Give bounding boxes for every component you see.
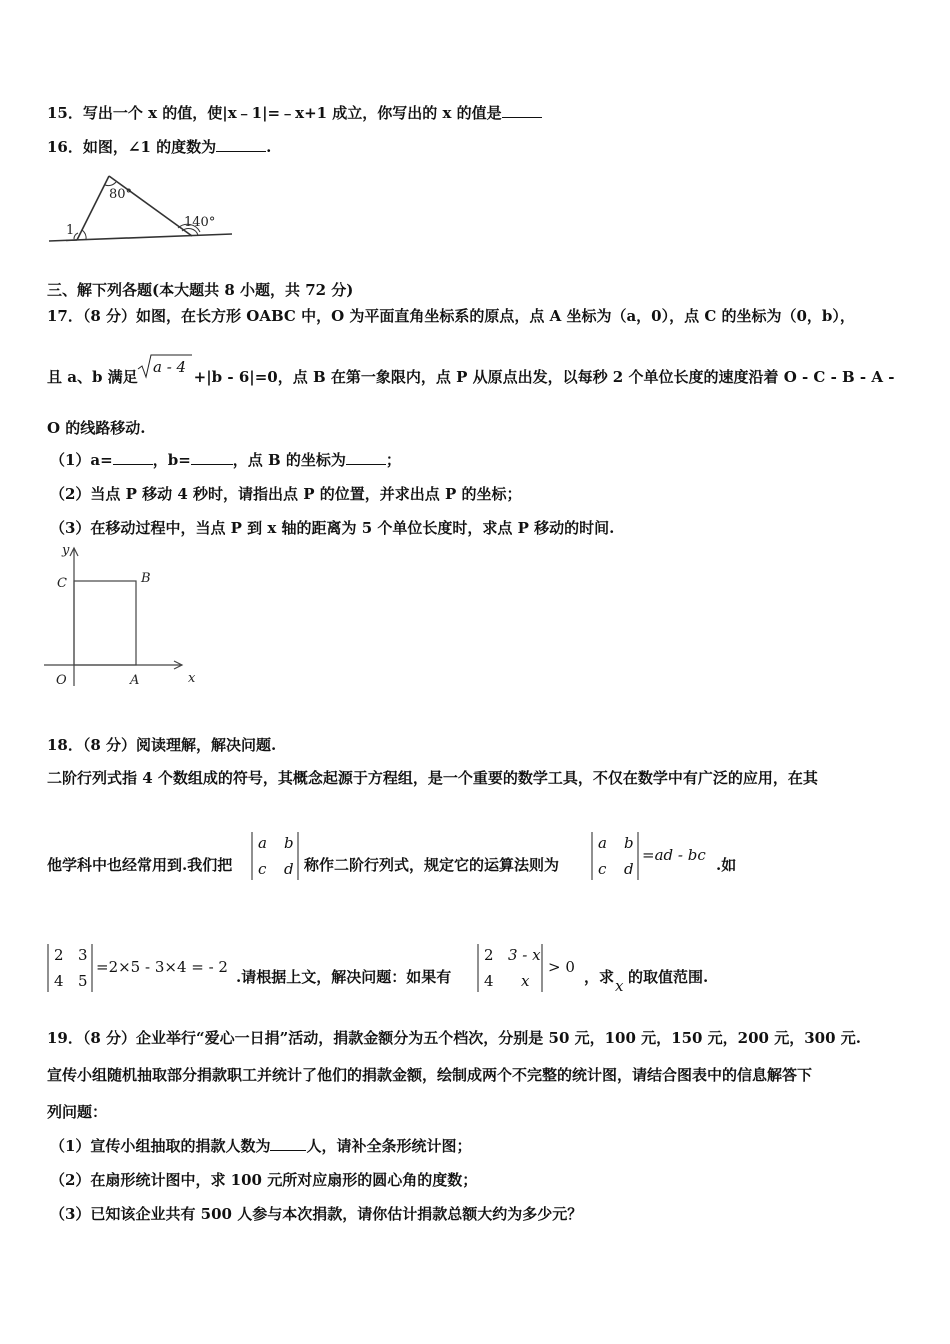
q16-end: .	[266, 138, 272, 156]
q15-blank[interactable]	[502, 103, 542, 118]
q18-line3-b: 称作二阶行列式，规定它的运算法则为	[304, 856, 560, 874]
label-1: 1	[66, 223, 75, 238]
angle-80-arc	[105, 182, 116, 186]
rule-c: c	[598, 860, 607, 878]
example-determinant	[46, 942, 236, 994]
q18-var-x: x	[615, 977, 624, 995]
q16-text: 16．如图，∠1 的度数为	[47, 138, 217, 156]
q19-count-blank[interactable]	[270, 1136, 306, 1151]
sqrt-content: a - 4	[153, 358, 187, 376]
q19-line3: 列问题：	[47, 1103, 108, 1121]
q18-line4-b: .请根据上文，解决问题：如果有	[236, 968, 452, 986]
q17-sub1-a: （1）a=	[50, 451, 113, 469]
rule-b: b	[624, 834, 634, 852]
q17-line3: O 的线路移动.	[47, 419, 146, 437]
label-o: O	[56, 673, 67, 688]
label-x: x	[188, 671, 196, 686]
baseline-extension	[66, 240, 77, 241]
det-c: c	[258, 860, 267, 878]
q17-sub1-end: ；	[385, 451, 401, 469]
determinant-rule	[590, 830, 720, 882]
q18-line1: 18．（8 分）阅读理解，解决问题.	[47, 736, 277, 754]
label-a: A	[130, 673, 140, 688]
question-16	[47, 137, 271, 157]
q17-line1: 17．（8 分）如图，在长方形 OABC 中，O 为平面直角坐标系的原点，点 A 坐标为（a，0），点 C 的坐标为（0，b），	[47, 307, 855, 325]
cond-m12: 3 - x	[508, 946, 541, 964]
q15-text: 15．写出一个 x 的值，使|x﹣1|=﹣x+1 成立，你写出的 x 的值是	[47, 104, 502, 122]
ex-result: =2×5 - 3×4 = - 2	[96, 958, 228, 976]
q17-line2-prefix: 且 a、b 满足	[47, 368, 138, 386]
det-a: a	[258, 834, 267, 852]
q17-sub1	[50, 450, 401, 470]
q17-sub2: （2）当点 P 移动 4 秒时，请指出点 P 的位置，并求出点 P 的坐标；	[50, 485, 522, 503]
section-3-heading: 三、解下列各题(本大题共 8 小题，共 72 分)	[47, 281, 354, 299]
q17-sub1-b: ，b=	[152, 451, 191, 469]
q19-line2: 宣传小组随机抽取部分捐款职工并统计了他们的捐款金额，绘制成两个不完整的统计图，请结合图表中的信息解答下	[47, 1066, 813, 1084]
label-y: y	[62, 543, 70, 558]
q17-sub1-c: ，点 B 的坐标为	[232, 451, 346, 469]
q17-coordinate-figure	[40, 540, 200, 690]
angle-1-arc	[82, 230, 86, 240]
label-c: C	[57, 576, 67, 591]
label-140: 140°	[184, 215, 216, 230]
label-b: B	[141, 571, 151, 586]
rectangle-oabc	[74, 581, 136, 665]
q18-line4-c: ，求	[584, 968, 615, 986]
condition-determinant	[476, 942, 586, 994]
cond-relation: > 0	[548, 958, 575, 976]
cond-m21: 4	[484, 972, 494, 990]
ex-m21: 4	[54, 972, 64, 990]
q19-sub1	[50, 1136, 471, 1156]
det-b: b	[284, 834, 294, 852]
label-80: 80°	[109, 187, 133, 202]
q19-sub1-a: （1）宣传小组抽取的捐款人数为	[50, 1137, 271, 1155]
sqrt-expression	[136, 353, 194, 383]
q16-blank[interactable]	[216, 137, 266, 152]
b-blank[interactable]	[191, 450, 233, 465]
q17-sub3: （3）在移动过程中，当点 P 到 x 轴的距离为 5 个单位长度时，求点 P 移动的时间.	[50, 519, 615, 537]
q18-line4-d: 的取值范围.	[628, 968, 709, 986]
q16-triangle-figure	[46, 168, 236, 250]
determinant-abcd	[250, 830, 302, 882]
det-d: d	[284, 860, 294, 878]
q19-sub3: （3）已知该企业共有 500 人参与本次捐款，请你估计捐款总额大约为多少元？	[50, 1205, 583, 1223]
q17-line2-suffix: +|b - 6|=0，点 B 在第一象限内，点 P 从原点出发，以每秒 2 个单位长度的速度沿着 O - C - B - A -	[193, 368, 895, 386]
ex-m11: 2	[54, 946, 64, 964]
a-blank[interactable]	[113, 450, 153, 465]
question-15	[47, 103, 542, 123]
q19-sub1-b: 人，请补全条形统计图；	[306, 1137, 472, 1155]
q18-line3-c: .如	[716, 856, 737, 874]
ex-m12: 3	[78, 946, 88, 964]
rule-formula: =ad - bc	[642, 846, 706, 864]
b-coord-blank[interactable]	[346, 450, 386, 465]
q19-line1: 19．（8 分）企业举行“爱心一日捐”活动，捐款金额分为五个档次，分别是 50 元，100 元，150 元，200 元，300 元.	[47, 1029, 861, 1047]
cond-m11: 2	[484, 946, 494, 964]
ex-m22: 5	[78, 972, 88, 990]
q18-line2: 二阶行列式指 4 个数组成的符号，其概念起源于方程组，是一个重要的数学工具，不仅在数学中有广泛的应用，在其	[47, 769, 818, 787]
q19-sub2: （2）在扇形统计图中，求 100 元所对应扇形的圆心角的度数；	[50, 1171, 478, 1189]
cond-m22: x	[521, 972, 530, 990]
q18-line3-a: 他学科中也经常用到.我们把	[47, 856, 233, 874]
rule-a: a	[598, 834, 607, 852]
rule-d: d	[624, 860, 634, 878]
